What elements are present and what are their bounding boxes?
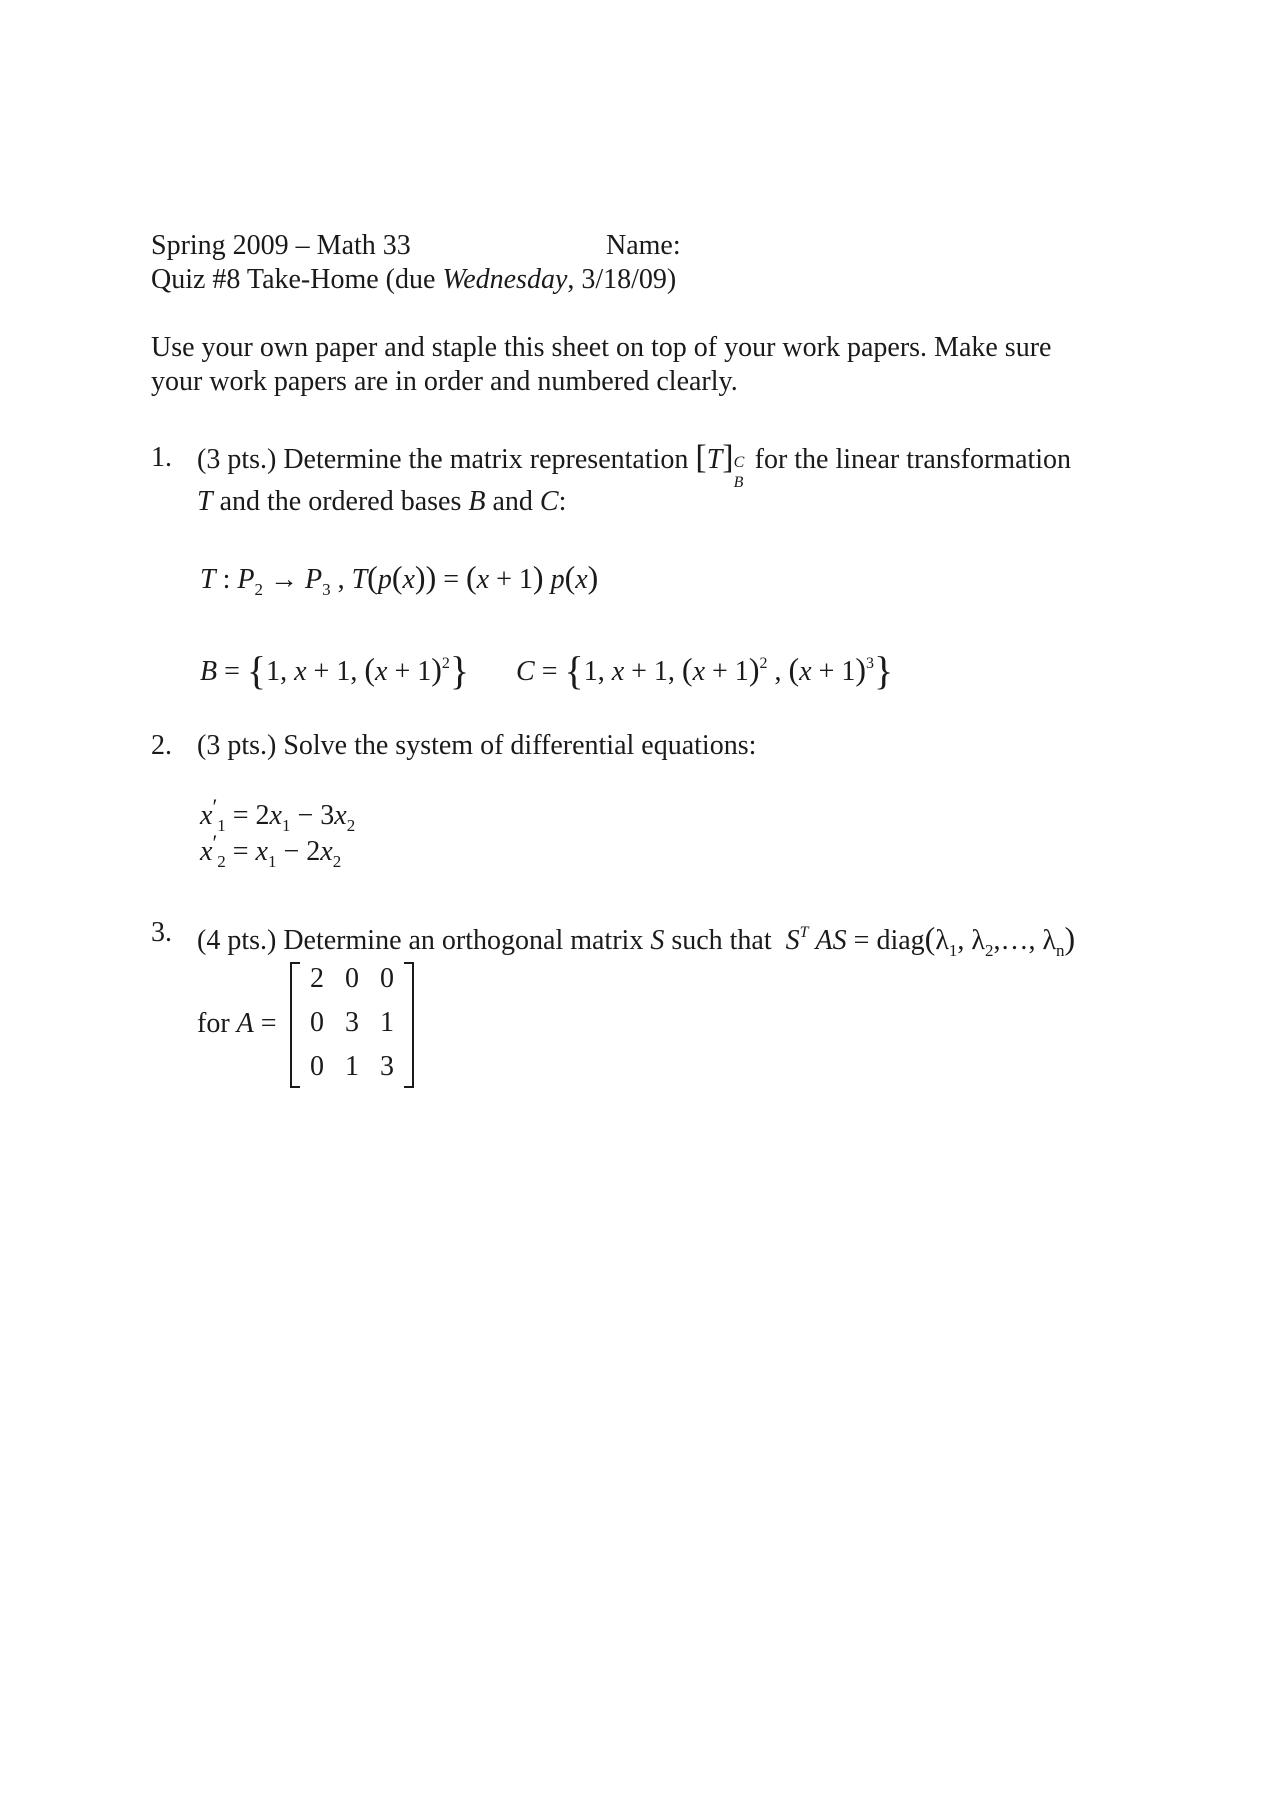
basis-b: B = {1, x + 1, $(x + 1)^2$}	[200, 648, 470, 693]
matrix-cell: 3	[345, 1007, 359, 1038]
matrix-cell: 0	[380, 963, 394, 994]
instructions-line-1: Use your own paper and staple this sheet on top of your work papers. Make sure	[151, 332, 1052, 363]
matrix-cell: 0	[310, 1007, 324, 1038]
problem-1-suffix: for the linear transformation	[754, 444, 1072, 475]
problem-1-line-2: T and the ordered bases B and C:	[197, 486, 567, 517]
problem-2-text: (3 pts.) Solve the system of differential equations:	[197, 730, 757, 761]
matrix-left-bracket	[290, 962, 300, 1088]
matrix-rep-symbol: [T] C B	[695, 439, 745, 491]
matrix-cell: 2	[310, 963, 324, 994]
problem-3-line-1: (4 pts.) Determine an orthogonal matrix S such that $S^T$ AS = $diag(\lambda_1$, $\lambda_2,\dots$, $\lambda_n$)	[197, 920, 1076, 960]
due-date: , 3/18/09)	[567, 264, 677, 295]
due-day: Wednesday	[442, 264, 568, 295]
basis-c: C = {1, x + 1, $(x + 1)^2$ , $(x + 1)^3$}	[516, 648, 894, 693]
matrix-cell: 0	[345, 963, 359, 994]
diag-equation: $S^T$ AS = $diag(\lambda_1$, $\lambda_2,\dots$, $\lambda_n$)	[785, 920, 1076, 960]
diff-eq-1: $x'_1 = 2x_1 - 3x_2$	[200, 794, 356, 835]
problem-3-number: 3.	[151, 917, 172, 948]
name-label: Name:	[606, 230, 681, 261]
matrix-a	[290, 962, 414, 1086]
problem-1-number: 1.	[151, 442, 172, 473]
matrix-cell: 1	[380, 1007, 394, 1038]
matrix-cell: 1	[345, 1051, 359, 1082]
instructions-line-2: your work papers are in order and numbered clearly.	[151, 366, 738, 397]
course-title: Spring 2009 – Math 33	[151, 230, 411, 261]
quiz-title-prefix: Quiz #8 Take-Home (due	[151, 264, 443, 295]
matrix-cell: 3	[380, 1051, 394, 1082]
matrix-right-bracket	[404, 962, 414, 1088]
problem-1-line-1	[197, 439, 1072, 491]
diff-eq-2: $x'_2 = x_1 - 2x_2$	[200, 830, 342, 871]
matrix-cell: 0	[310, 1051, 324, 1082]
problem-1-prefix: (3 pts.) Determine the matrix representation	[197, 444, 689, 475]
problem-2-number: 2.	[151, 730, 172, 761]
matrix-a-label: for A =	[197, 1008, 277, 1039]
quiz-title	[151, 263, 676, 297]
transformation-equation: T : $P_2 \to P_3$ , T(p(x)) = (x + 1) p(x)	[200, 559, 599, 599]
